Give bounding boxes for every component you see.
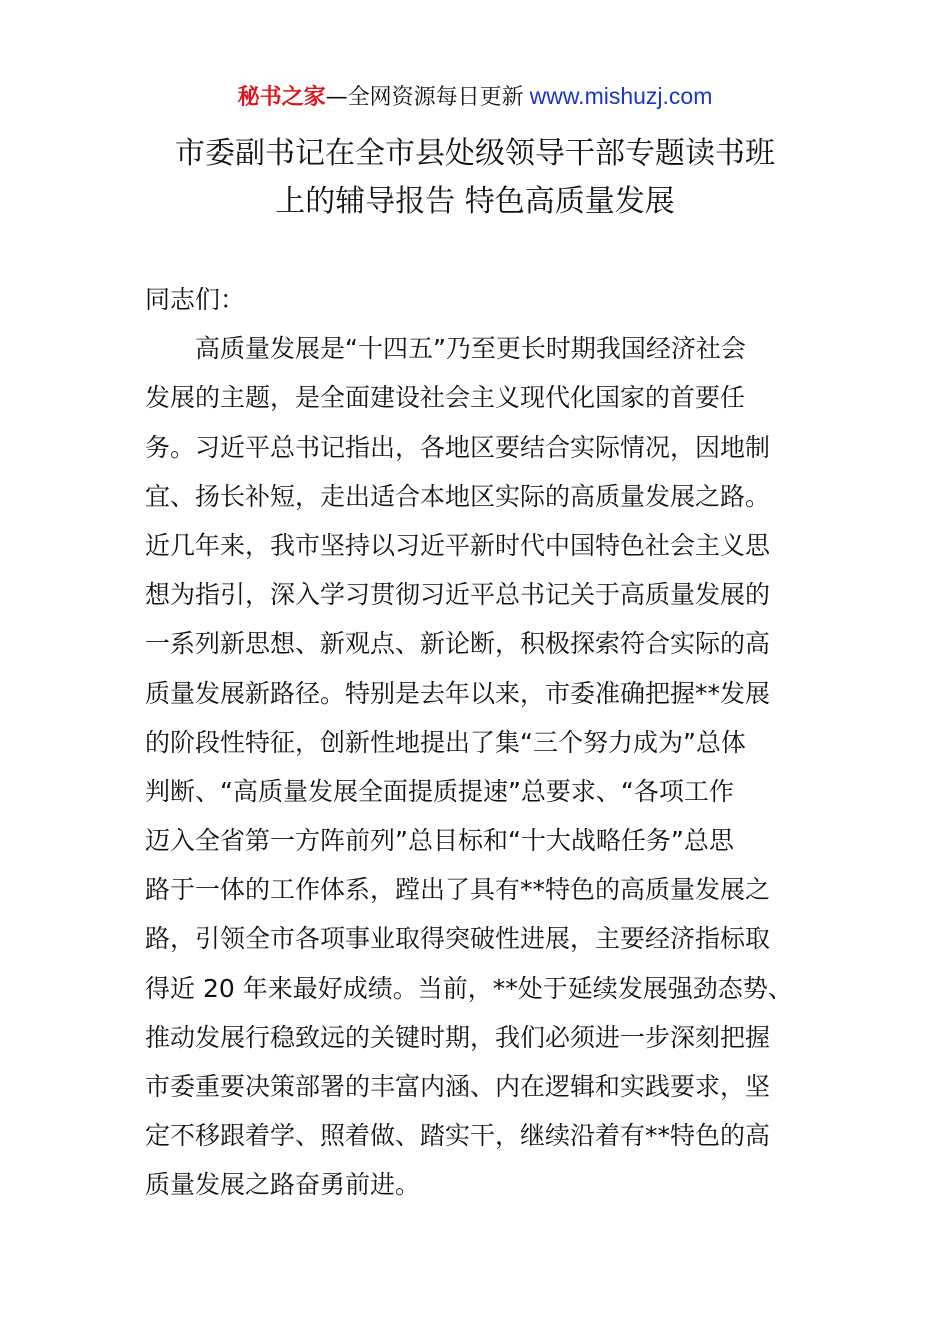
body-line: 务。习近平总书记指出，各地区要结合实际情况，因地制 [145, 432, 771, 462]
body-line: 得近 20 年来最好成绩。当前，**处于延续发展强劲态势、 [145, 973, 793, 1003]
header-tagline: —全网资源每日更新 [325, 85, 524, 110]
body-line: 定不移跟着学、照着做、踏实干，继续沿着有**特色的高 [145, 1121, 771, 1151]
title-line-2: 上的辅导报告 特色高质量发展 [275, 184, 675, 219]
body-line: 发展的主题，是全面建设社会主义现代化国家的首要任 [145, 383, 746, 413]
document-title [0, 130, 950, 226]
body-line: 宜、扬长补短，走出适合本地区实际的高质量发展之路。 [145, 481, 771, 511]
body-line: 高质量发展是“十四五”乃至更长时期我国经济社会 [195, 334, 746, 364]
body-line: 质量发展新路径。特别是去年以来，市委准确把握**发展 [145, 678, 771, 708]
site-header [0, 80, 950, 114]
body-line: 迈入全省第一方阵前列”总目标和“十大战略任务”总思 [145, 826, 734, 856]
title-line-1: 市委副书记在全市县处级领导干部专题读书班 [175, 136, 775, 171]
body-line: 质量发展之路奋勇前进。 [145, 1170, 421, 1200]
body-line: 想为指引，深入学习贯彻习近平总书记关于高质量发展的 [145, 580, 771, 610]
site-url-link[interactable]: www.mishuzj.com [529, 83, 713, 109]
body-line: 近几年来，我市坚持以习近平新时代中国特色社会主义思 [145, 530, 771, 560]
document-body [145, 275, 810, 1210]
body-line: 的阶段性特征，创新性地提出了集“三个努力成为”总体 [145, 727, 746, 757]
body-line: 市委重要决策部署的丰富内涵、内在逻辑和实践要求，坚 [145, 1072, 771, 1101]
body-line: 一系列新思想、新观点、新论断，积极探索符合实际的高 [145, 629, 771, 659]
body-line: 路，引领全市各项事业取得突破性进展，主要经济指标取 [145, 924, 771, 954]
salutation: 同志们： [145, 285, 246, 314]
brand-name: 秘书之家 [237, 85, 326, 110]
body-line: 判断、“高质量发展全面提质提速”总要求、“各项工作 [145, 776, 734, 806]
body-line: 推动发展行稳致远的关键时期，我们必须进一步深刻把握 [145, 1022, 771, 1052]
body-line: 路于一体的工作体系，蹚出了具有**特色的高质量发展之 [145, 875, 771, 905]
